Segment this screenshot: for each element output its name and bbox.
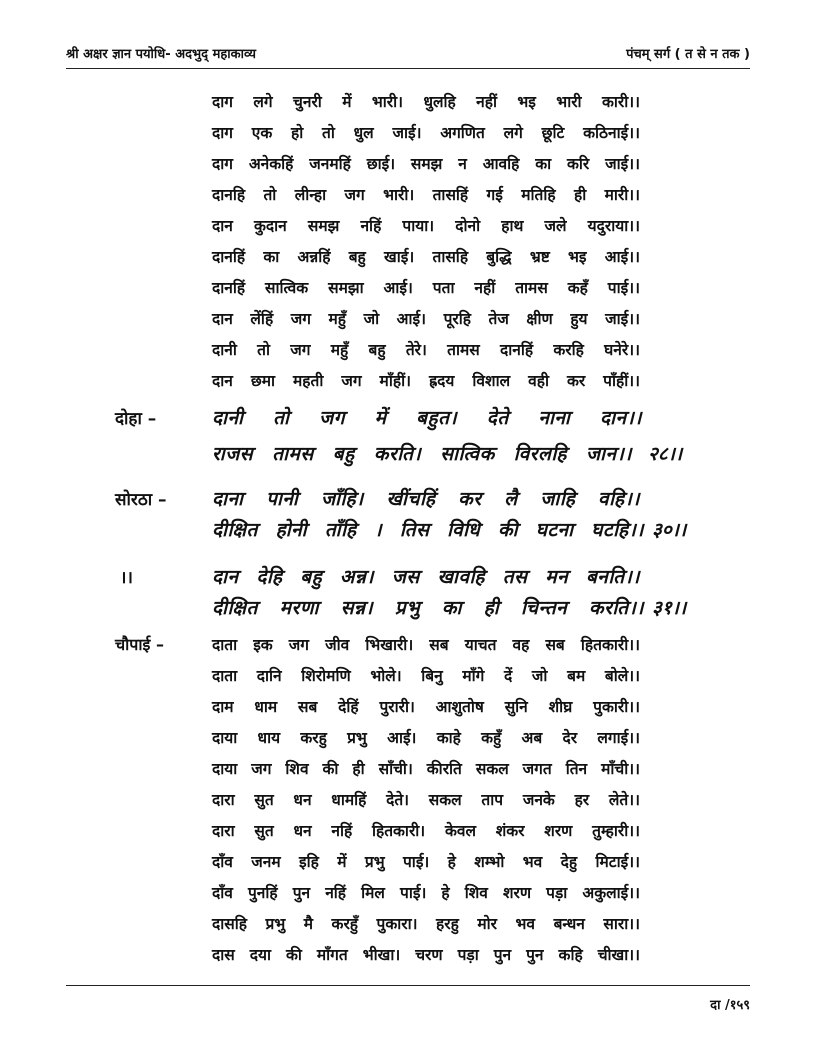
verse-line: दाता इक जग जीव भिखारी। सब याचत वह सब हितकारी।। bbox=[212, 636, 640, 654]
sortha-number: ३०।। bbox=[652, 519, 687, 541]
verse-line: दाँव जनम इहि में प्रभु पाई। हे शम्भो भव देहु मिटाई।। bbox=[212, 853, 640, 871]
sortha-label: सोरठा – bbox=[115, 490, 167, 510]
verse-line: दासहि प्रभु मै करहुँ पुकारा। हरहु मोर भव बन्धन सारा।। bbox=[212, 915, 640, 933]
doha-line-2: राजस तामस बहु करति। सात्विक विरलहि जान।। bbox=[212, 443, 632, 465]
verse-line: दारा सुत धन नहिं हितकारी। केवल शंकर शरण तुम्हारी।। bbox=[212, 822, 640, 840]
page-number: दा /१५९ bbox=[710, 998, 750, 1013]
verse-line: दानहिं सात्विक समझा आई। पता नहीं तामस कहँ पाई।। bbox=[212, 279, 640, 297]
verse-line: दास दया की माँगत भीखा। चरण पड़ा पुन पुन कहि चीखा।। bbox=[212, 946, 640, 964]
verse31-line-1: दान देहि बहु अन्न। जस खावहि तस मन बनति।। bbox=[212, 566, 640, 588]
verse-line: दान लेंहिं जग महुँ जो आई। पूरहि तेज क्षीण हुय जाई।। bbox=[212, 310, 640, 328]
verse-line: दाग लगे चुनरी में भारी। धुलहि नहीं भइ भारी कारी।। bbox=[212, 93, 640, 111]
page-header bbox=[66, 40, 750, 69]
doha-label: दोहा – bbox=[115, 409, 157, 429]
chapter-title: पंचम् सर्ग ( त से न तक ) bbox=[626, 47, 750, 62]
sortha-line-1: दाना पानी जाँहि। खींचहिं कर लै जाहि वहि।। bbox=[212, 488, 640, 510]
footer-divider bbox=[66, 985, 750, 986]
verse-line: दाग एक हो तो धुल जाई। अगणित लगे छूटि कठिनाई।। bbox=[212, 124, 640, 142]
verse-line: दानहिं का अन्नहिं बहु खाई। तासहि बुद्धि भ्रष्ट भइ आई।। bbox=[212, 248, 640, 266]
verse-line: दाग अनेकहिं जनमहिं छाई। समझ न आवहि का करि जाई।। bbox=[212, 155, 640, 173]
verse31-line-2: दीक्षित मरणा सन्न। प्रभु का ही चिन्तन करति।। bbox=[212, 597, 644, 619]
doha-number: २८।। bbox=[648, 443, 683, 465]
verse-marker: ।। bbox=[120, 568, 133, 588]
verse-line: दान छमा महती जग माँहीं। ह्रदय विशाल वही कर पाँहीं।। bbox=[212, 372, 640, 390]
doha-line-1: दानी तो जग में बहुत। देते नाना दान।। bbox=[212, 407, 642, 429]
verse-line: दानी तो जग महुँ बहु तेरे। तामस दानहिं करहि घनेरे।। bbox=[212, 341, 640, 359]
verse-line: दाता दानि शिरोमणि भोले। बिनु माँगे दें जो बम बोले।। bbox=[212, 667, 640, 685]
verse-line: दाया धाय करहु प्रभु आई। काहे कहुँ अब देर लगाई।। bbox=[212, 729, 640, 747]
verse31-number: ३१।। bbox=[652, 597, 687, 619]
verse-line: दाया जग शिव की ही साँची। कीरति सकल जगत तिन माँची।। bbox=[212, 760, 640, 778]
sortha-line-2: दीक्षित होनी ताँहि । तिस विधि की घटना घटहि।। bbox=[212, 519, 644, 541]
verse-line: दाँव पुनहिं पुन नहिं मिल पाई। हे शिव शरण पड़ा अकुलाई।। bbox=[212, 884, 640, 902]
book-title: श्री अक्षर ज्ञान पयोधि- अदभुद् महाकाव्य bbox=[66, 47, 256, 62]
verse-line: दारा सुत धन धामहिं देते। सकल ताप जनके हर लेते।। bbox=[212, 791, 640, 809]
verse-line: दान कुदान समझ नहिं पाया। दोनो हाथ जले यदुराया।। bbox=[212, 217, 640, 235]
verse-line: दानहि तो लीन्हा जग भारी। तासहिं गई मतिहि ही मारी।। bbox=[212, 186, 640, 204]
chaupai-label: चौपाई – bbox=[115, 635, 164, 654]
verse-line: दाम धाम सब देहिं पुरारी। आशुतोष सुनि शीघ्र पुकारी।। bbox=[212, 698, 640, 716]
